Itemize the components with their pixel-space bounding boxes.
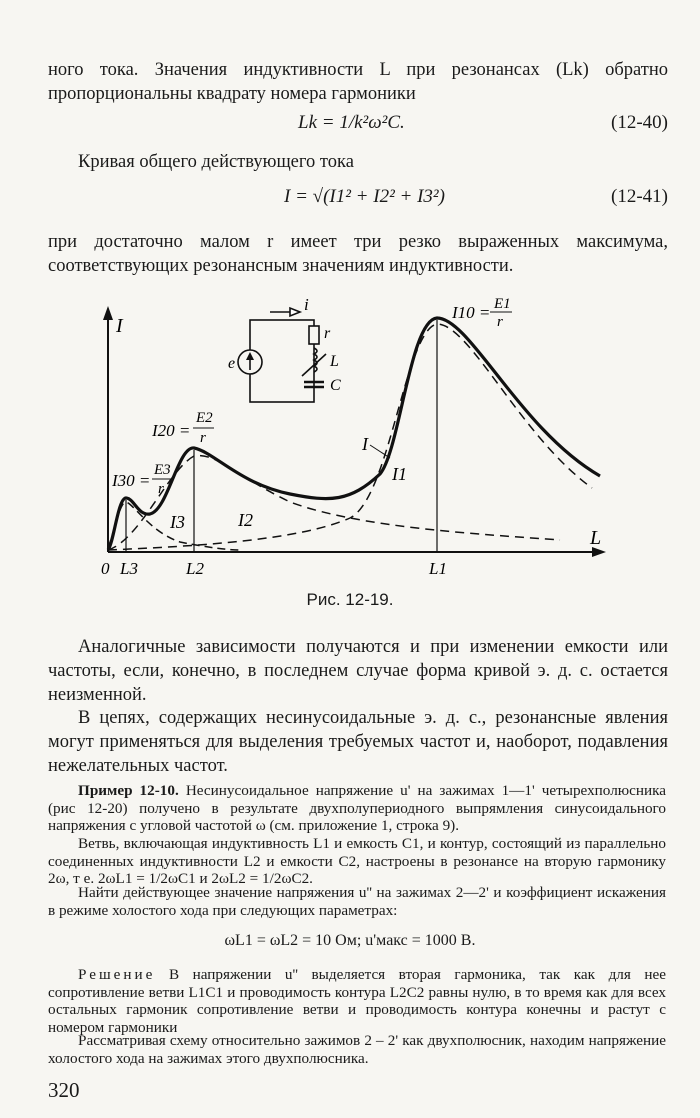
paragraph-total-current: Кривая общего действующего тока	[78, 152, 354, 172]
curve-i-label: I	[362, 434, 368, 454]
l3-tick-label: L3	[120, 559, 138, 578]
circuit-i-label: i	[304, 295, 309, 314]
circuit-c-label: C	[330, 377, 341, 394]
i-axis-arrow	[103, 306, 113, 320]
figure-caption: Рис. 12-19.	[306, 590, 394, 609]
curve-i1-label: I1	[392, 464, 407, 484]
example-paragraph-3: Найти действующее значение напряжения u'' на зажимах 2—2' и коэффициент искажения в режиме холостого хода при следующих параметрах:	[48, 884, 666, 919]
solution-word: Решение	[78, 966, 156, 983]
page-number: 320	[48, 1078, 80, 1102]
curve-i2-label: I2	[238, 510, 253, 530]
circuit-l-label: L	[330, 353, 339, 370]
r1-label: r	[497, 314, 503, 330]
paragraph-nonsinusoidal: В цепях, содержащих несинусоидальные э. д. с., резонансные явления могут применяться для выделения требуемых частот и, наоборот, подавления нежелательных частот.	[48, 708, 668, 776]
equation-12-40: Lk = 1/k²ω²C.	[298, 112, 405, 133]
r3-label: r	[158, 481, 164, 497]
e2-label: E2	[196, 410, 213, 426]
example-paragraph-2: Ветвь, включающая индуктивность L1 и емкость C1, и контур, состоящий из параллельно соединенных индуктивности L2 и емкости C2, настроены в резонансе на вторую гармонику 2ω, т е. 2ωL1 = 1/2ωC1 и 2ωL2 = 1/2ωC2.	[48, 835, 666, 887]
i20-label: I20 =	[152, 421, 191, 440]
l2-tick-label: L2	[186, 559, 204, 578]
paragraph-analogous: Аналогичные зависимости получаются и при изменении емкости или частоты, если, конечно, в последнем случае форма кривой э. д. с. остается неизменной.	[48, 637, 668, 705]
figure-12-19	[0, 280, 700, 580]
example-paragraph-1	[48, 782, 666, 835]
i10-label: I10 =	[452, 303, 491, 322]
e3-label: E3	[154, 462, 171, 478]
r2-label: r	[200, 430, 206, 446]
curve-i3-label: I3	[170, 512, 185, 532]
circuit-e-label: e	[228, 355, 236, 372]
circuit-r-label: r	[324, 325, 331, 342]
e1-label: E1	[494, 296, 511, 312]
equation-12-41: I = √(I1² + I2² + I3²)	[284, 186, 445, 207]
paragraph-intro: ного тока. Значения индуктивности L при резонансах (Lk) обратно пропорциональны квадрату номера гармоники	[48, 60, 668, 104]
example-text-1: Несинусоидальное напряжение u' на зажимах 1—1' четырехполюсника (рис 12-20) получено в результате двухполупериодного выпрямления синусоидального напряжения с угловой частотой ω (см. приложение 1, строка 9).	[48, 782, 666, 834]
i30-label: I30 =	[112, 471, 151, 490]
solution-text: В напряжении u'' выделяется вторая гармоника, так как для нее сопротивление ветви L1C1 и проводимость контура L2C2 равны нулю, в то время как для всех остальных гармоник сопротивление ветви и проводимость контура конечны и растут с номером гармоники	[48, 966, 666, 1036]
example-title: Пример 12-10.	[78, 782, 179, 799]
l1-tick-label: L1	[429, 559, 447, 578]
equation-number-12-41: (12-41)	[611, 186, 668, 207]
equation-number-12-40: (12-40)	[611, 112, 668, 133]
origin-label: 0	[101, 559, 110, 578]
l-axis-label: L	[590, 527, 602, 549]
resistor-symbol	[309, 326, 319, 344]
i-axis-label: I	[116, 315, 123, 337]
example-paragraph-4	[48, 966, 666, 1036]
example-paragraph-5: Рассматривая схему относительно зажимов 2 – 2' как двухполюсник, находим напряжение холостого хода на зажимах этого двухполюсника.	[48, 1032, 666, 1067]
example-equation: ωL1 = ωL2 = 10 Ом; u'макс = 1000 В.	[224, 932, 476, 949]
paragraph-three-maxima: при достаточно малом r имеет три резко выраженных максимума, соответствующих резонансным значениям индуктивности.	[48, 232, 668, 276]
